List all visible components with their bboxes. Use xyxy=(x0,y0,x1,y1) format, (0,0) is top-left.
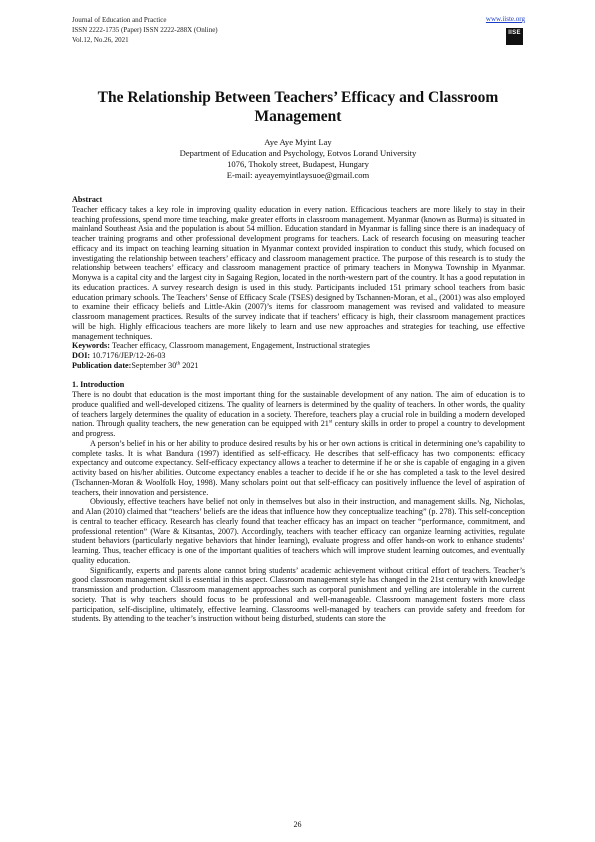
author-email: E-mail: ayeayemyintlaysuoe@gmail.com xyxy=(226,170,370,180)
abstract-heading: Abstract xyxy=(72,195,103,204)
publication-date-sup: th xyxy=(176,361,181,367)
author-name: Aye Aye Myint Lay xyxy=(264,137,332,147)
journal-header xyxy=(72,15,218,45)
publication-date-line xyxy=(72,361,525,371)
paper-body xyxy=(72,195,525,624)
paper-title: The Relationship Between Teachers’ Efficacy and Classroom Management xyxy=(97,89,499,125)
author-block xyxy=(72,137,524,181)
author-address: 1076, Thokoly street, Budapest, Hungary xyxy=(227,159,369,169)
introduction-paragraph-2: A person’s belief in his or her ability to produce desired results by his or her own actions is critical in determining one’s capability to complete tasks. It is what Bandura (1997) identified as self-efficacy. He describes that self-efficacy has two components: efficacy expectancy and outcome expectancy. Self-efficacy expectancy allows a teacher to determine if he or she is capable of engaging in a given activity based on his/her abilities. Outcome expectancy enables a teacher to decide if he or she has completed a task to the level desired (Tschannen-Moran & Woolfolk Hoy, 1998). Many scholars point out that self-efficacy can positively influence the level of aspiration of teachers, their innovation and persistence. xyxy=(72,438,525,497)
iiste-logo xyxy=(506,28,523,45)
publication-date-year: 2021 xyxy=(180,360,199,370)
introduction-paragraph-3: Obviously, effective teachers have belief not only in themselves but also in their instruction, and management skills. Ng, Nicholas, and Alan (2010) claimed that “teachers’ beliefs are the ideas that influence how they conceptualize teaching” (p. 278). This self-conception is central to teacher efficacy. Research has clearly found that teacher efficacy has an impact on teacher “performance, commitment, and professional retention” (Ware & Kitsantas, 2007). Accordingly, teachers with teacher efficacy can organize learning activities, regulate student behaviors (particularly negative behaviors that hinder learning), evaluate progress and offer hands-on work to enhance students’ learning. Thus, teacher efficacy is one of the important qualities of teachers which will improve student learning outcomes, and eventually quality education. xyxy=(72,497,525,565)
publication-date-value: September 30 xyxy=(131,360,177,370)
keywords-line xyxy=(72,341,525,351)
author-department: Department of Education and Psychology, Eotvos Lorand University xyxy=(179,148,417,158)
section-spacer xyxy=(72,371,525,381)
keywords-label: Keywords: xyxy=(72,341,112,351)
publication-date-label: Publication date: xyxy=(72,360,132,370)
intro-p1-sup: st xyxy=(328,419,333,425)
page-number: 26 xyxy=(293,820,302,829)
introduction-paragraph-1 xyxy=(72,390,525,439)
doi-value: 10.7176/JEP/12-26-03 xyxy=(92,351,166,360)
keywords-value: Teacher efficacy, Classroom management, Engagement, Instructional strategies xyxy=(111,341,370,351)
intro-p1-text-end: century skills in order to propel a country to development and progress. xyxy=(72,419,525,438)
doi-label: DOI: xyxy=(72,351,93,360)
introduction-paragraph-4: Significantly, experts and parents alone cannot bring students’ academic achievement without critical effort of teachers. Teacher’s good classroom management skill is essential in this aspect. Classroom management style has changed in the 21st century with knowledge transmission and production. Classroom management approaches such as corporal punishment and yelling are intolerable in the current society. That is why teachers should focus to be professional and well-manageable. Classroom management fosters more class participation, self-discipline, ultimately, effective learning. Classrooms well-managed by teachers can provide safety and freedom for students. By attending to the teacher’s instruction without being disturbed, students can store the xyxy=(72,565,525,624)
journal-issn: ISSN 2222-1735 (Paper) ISSN 2222-288X (Online) xyxy=(72,26,218,34)
doi-line xyxy=(72,351,525,361)
journal-name: Journal of Education and Practice xyxy=(72,16,167,24)
intro-p1-text: There is no doubt that education is the most important thing for the sustainable development of any nation. The aim of education is to produce qualified and well-developed citizens. The quality of learners is determined by the quality of teachers. In other words, the quality of teachers largely determines the quality of education in a society. Therefore, teachers play a crucial role in building a modern developed nation. Through quality teachers, the new generation can be equipped with 21 xyxy=(72,390,525,429)
logo-text: IISE xyxy=(508,30,521,36)
journal-website-link[interactable]: www.iiste.org xyxy=(485,15,525,23)
abstract-text: Teacher efficacy takes a key role in improving quality education in every nation. Efficacious teachers are more likely to stay in their teaching professions, spend more time teaching, make greater efforts in classroom management. Myanmar (known as Burma) is situated in mainland Southeast Asia and the population is about 54 million. Education standard in Myanmar is falling since there is an inadequacy of teacher training programs and other professional development programs for teachers. Lack of research focusing on measuring teacher efficacy and its impact on teaching learning situation in Myanmar context provided inspiration to conduct this study, which focused on investigating the relationship between teachers’ efficacy and classroom management practice. The purpose of this research is to study the relationship between teachers’ efficacy and classroom management practice of primary teachers in Monywa Township in Myanmar. Monywa is a capital city and the largest city in Sagaing Region, located in the north-western part of the country. It has a good reputation in its education practices. A survey research design is used in this study. Participants included 151 primary school teachers from basic education primary schools. The Teachers’ Sense of Efficacy Scale (TSES) designed by Tschannen-Moran, et al., (2001) was also employed to examine their efficacy beliefs and Little-Akin (2007)’s items for classroom management was revised and validated to measure classroom management practices. Results of the survey indicate that if teachers’ efficacy is high, their classroom management practices will be high. Highly efficacious teachers are more likely to learn and use new approaches and strategies for teaching, use effective management techniques. xyxy=(72,204,525,341)
journal-volume: Vol.12, No.26, 2021 xyxy=(72,36,129,44)
introduction-heading: 1. Introduction xyxy=(72,380,125,390)
